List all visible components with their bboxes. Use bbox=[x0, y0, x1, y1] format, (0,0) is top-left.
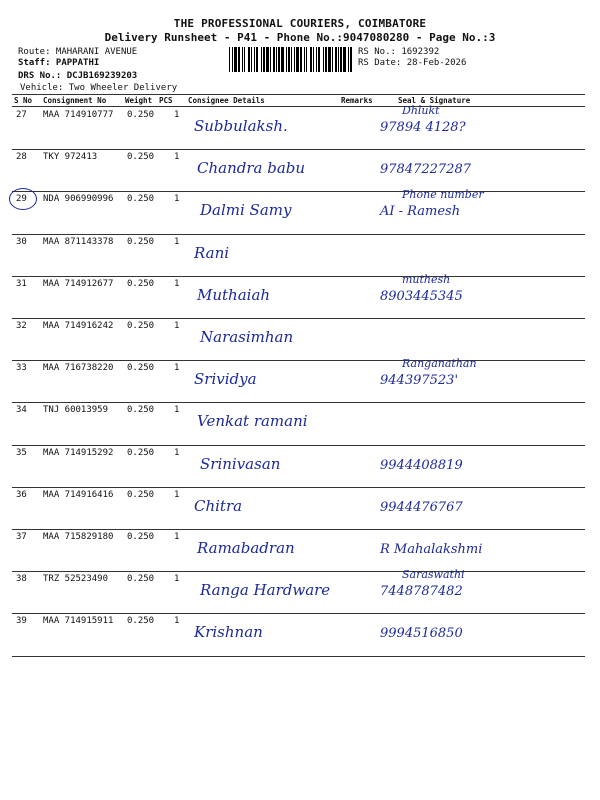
row-pcs: 1 bbox=[174, 279, 180, 289]
row-sno: 33 bbox=[16, 363, 27, 373]
consignee-signature: Ranga Hardware bbox=[200, 581, 331, 599]
row-sno: 32 bbox=[16, 321, 27, 331]
barcode bbox=[229, 47, 355, 72]
col-seal: Seal & Signature bbox=[398, 96, 471, 105]
row-consignment: MAA 714916416 bbox=[43, 490, 114, 500]
row-sno: 39 bbox=[16, 616, 27, 626]
row-weight: 0.250 bbox=[127, 194, 155, 204]
row-sno: 38 bbox=[16, 574, 27, 584]
row-sno: 36 bbox=[16, 490, 27, 500]
row-consignment: TRZ 52523490 bbox=[43, 574, 109, 584]
col-consignee: Consignee Details bbox=[188, 96, 265, 105]
company-title: THE PROFESSIONAL COURIERS, COIMBATORE bbox=[173, 17, 427, 30]
row-pcs: 1 bbox=[174, 532, 180, 542]
vehicle-label: Vehicle: Two Wheeler Delivery bbox=[20, 83, 178, 93]
row-consignment: MAA 714915911 bbox=[43, 616, 114, 626]
row-pcs: 1 bbox=[174, 321, 180, 331]
seal-signature: 97847227287 bbox=[380, 162, 471, 177]
row-pcs: 1 bbox=[174, 110, 180, 120]
row-pcs: 1 bbox=[174, 490, 180, 500]
row-divider bbox=[12, 529, 585, 530]
row-pcs: 1 bbox=[174, 363, 180, 373]
seal-signature: 97894 4128? bbox=[380, 120, 466, 135]
consignee-signature: Narasimhan bbox=[200, 328, 294, 346]
rs-date: RS Date: 28-Feb-2026 bbox=[358, 58, 467, 68]
row-weight: 0.250 bbox=[127, 321, 155, 331]
row-consignment: TNJ 60013959 bbox=[43, 405, 109, 415]
row-consignment: NDA 906990996 bbox=[43, 194, 114, 204]
consignee-signature: Srividya bbox=[194, 370, 257, 388]
col-pcs: PCS bbox=[159, 96, 173, 105]
row-sno: 28 bbox=[16, 152, 27, 162]
seal-signature: 9944408819 bbox=[380, 458, 463, 473]
col-sno: S No bbox=[14, 96, 33, 105]
row-sno: 34 bbox=[16, 405, 27, 415]
row-pcs: 1 bbox=[174, 448, 180, 458]
seal-signature: 9944476767 bbox=[380, 500, 463, 515]
row-weight: 0.250 bbox=[127, 448, 155, 458]
row-divider bbox=[12, 656, 585, 657]
row-sno: 31 bbox=[16, 279, 27, 289]
row-weight: 0.250 bbox=[127, 574, 155, 584]
seal-name: Saraswathi bbox=[402, 568, 465, 581]
consignee-signature: Dalmi Samy bbox=[200, 201, 292, 219]
row-pcs: 1 bbox=[174, 152, 180, 162]
seal-name: Dhlukt bbox=[402, 104, 440, 117]
consignee-signature: Krishnan bbox=[194, 623, 263, 641]
route-label: Route: MAHARANI AVENUE bbox=[18, 47, 138, 57]
row-weight: 0.250 bbox=[127, 237, 155, 247]
runsheet-subtitle: Delivery Runsheet - P41 - Phone No.:9047080280 - Page No.:3 bbox=[104, 31, 496, 44]
circled-serial-mark bbox=[9, 188, 37, 210]
row-divider bbox=[12, 191, 585, 192]
row-consignment: TKY 972413 bbox=[43, 152, 98, 162]
row-sno: 35 bbox=[16, 448, 27, 458]
col-consignment: Consignment No bbox=[43, 96, 107, 105]
row-pcs: 1 bbox=[174, 574, 180, 584]
staff-label: Staff: PAPPATHI bbox=[18, 58, 100, 68]
row-divider bbox=[12, 613, 585, 614]
row-sno: 37 bbox=[16, 532, 27, 542]
consignee-signature: Rani bbox=[194, 244, 230, 262]
seal-signature: 9994516850 bbox=[380, 626, 463, 641]
consignee-signature: Muthaiah bbox=[197, 286, 271, 304]
seal-name: Phone number bbox=[402, 188, 484, 201]
row-sno: 27 bbox=[16, 110, 27, 120]
row-pcs: 1 bbox=[174, 194, 180, 204]
row-consignment: MAA 714916242 bbox=[43, 321, 114, 331]
row-divider bbox=[12, 571, 585, 572]
row-weight: 0.250 bbox=[127, 616, 155, 626]
row-pcs: 1 bbox=[174, 616, 180, 626]
rs-number: RS No.: 1692392 bbox=[358, 47, 440, 57]
header-bottom-rule bbox=[12, 106, 585, 107]
row-consignment: MAA 714915292 bbox=[43, 448, 114, 458]
seal-signature: AI - Ramesh bbox=[380, 204, 461, 219]
consignee-signature: Srinivasan bbox=[200, 455, 281, 473]
row-sno: 30 bbox=[16, 237, 27, 247]
row-weight: 0.250 bbox=[127, 152, 155, 162]
row-weight: 0.250 bbox=[127, 490, 155, 500]
seal-signature: 7448787482 bbox=[380, 584, 463, 599]
row-weight: 0.250 bbox=[127, 110, 155, 120]
row-weight: 0.250 bbox=[127, 405, 155, 415]
row-consignment: MAA 714910777 bbox=[43, 110, 114, 120]
consignee-signature: Chitra bbox=[194, 497, 243, 515]
row-divider bbox=[12, 234, 585, 235]
row-weight: 0.250 bbox=[127, 279, 155, 289]
row-sno: 29 bbox=[16, 194, 27, 204]
seal-signature: R Mahalakshmi bbox=[380, 542, 483, 557]
row-pcs: 1 bbox=[174, 405, 180, 415]
seal-signature: 944397523' bbox=[380, 373, 459, 388]
row-divider bbox=[12, 276, 585, 277]
row-pcs: 1 bbox=[174, 237, 180, 247]
seal-signature: 8903445345 bbox=[380, 289, 463, 304]
row-divider bbox=[12, 149, 585, 150]
drs-label: DRS No.: DCJB169239203 bbox=[18, 71, 138, 81]
row-weight: 0.250 bbox=[127, 363, 155, 373]
row-weight: 0.250 bbox=[127, 532, 155, 542]
row-divider bbox=[12, 445, 585, 446]
row-divider bbox=[12, 402, 585, 403]
row-divider bbox=[12, 318, 585, 319]
col-remarks: Remarks bbox=[341, 96, 373, 105]
row-consignment: MAA 871143378 bbox=[43, 237, 114, 247]
row-consignment: MAA 716738220 bbox=[43, 363, 114, 373]
seal-name: Ranganathan bbox=[402, 357, 477, 370]
row-consignment: MAA 715829180 bbox=[43, 532, 114, 542]
row-divider bbox=[12, 360, 585, 361]
col-weight: Weight bbox=[125, 96, 153, 105]
consignee-signature: Ramabadran bbox=[197, 539, 295, 557]
seal-name: muthesh bbox=[402, 273, 451, 286]
consignee-signature: Chandra babu bbox=[197, 159, 306, 177]
header-top-rule bbox=[12, 94, 585, 95]
consignee-signature: Venkat ramani bbox=[197, 412, 308, 430]
row-consignment: MAA 714912677 bbox=[43, 279, 114, 289]
consignee-signature: Subbulaksh. bbox=[194, 117, 288, 135]
row-divider bbox=[12, 487, 585, 488]
